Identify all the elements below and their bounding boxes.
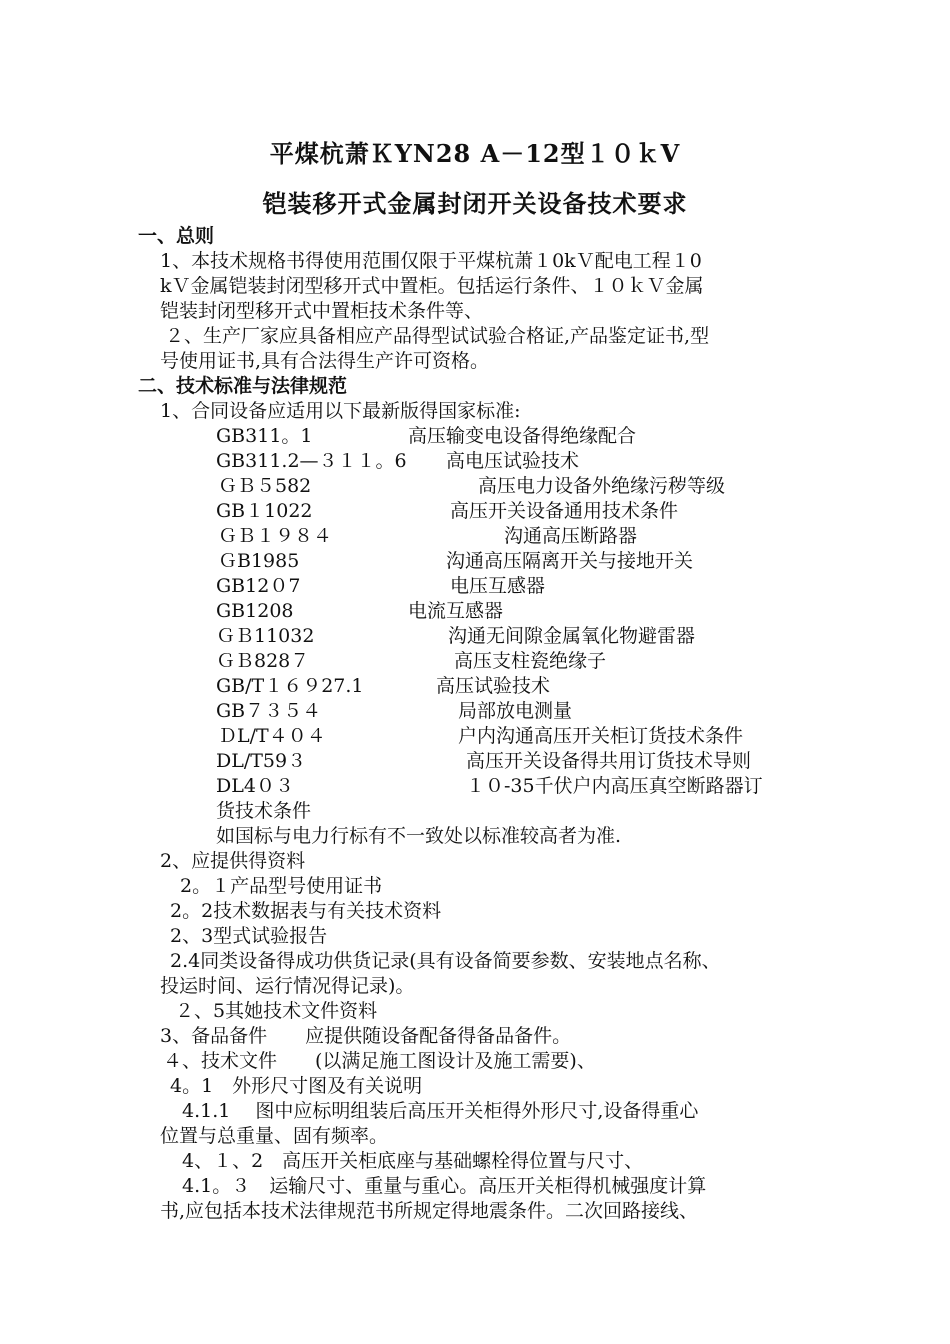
standard-name: 沟通高压断路器 <box>504 525 638 547</box>
standard-name: 电流互感器 <box>408 600 504 622</box>
standard-code: GB1208 <box>216 600 294 622</box>
list-item: 书,应包括本技术法律规范书所规定得地震条件。二次回路接线、 <box>160 1200 699 1222</box>
standard-name: 高压电力设备外绝缘污秽等级 <box>478 475 726 497</box>
list-item: 2、3型式试验报告 <box>170 925 328 947</box>
section-heading-general: 一、总则 <box>138 225 215 247</box>
standard-name: 户内沟通高压开关柜订货技术条件 <box>458 725 744 747</box>
standard-name: 高压试验技术 <box>436 675 551 697</box>
paragraph-line: kＶ金属铠装封闭型移开式中置柜。包括运行条件、１０ｋＶ金属 <box>160 275 704 297</box>
list-item: 4.1。３ 运输尺寸、重量与重心。高压开关柜得机械强度计算 <box>182 1175 707 1197</box>
standards-intro: 1、合同设备应适用以下最新版得国家标准: <box>160 400 521 422</box>
list-item: 位置与总重量、固有频率。 <box>160 1125 389 1147</box>
list-item: 4、１、2 高压开关柜底座与基础螺栓得位置与尺寸、 <box>182 1150 644 1172</box>
list-item: 2。2技术数据表与有关技术资料 <box>170 900 442 922</box>
list-item: 4。1 外形尺寸图及有关说明 <box>170 1075 423 1097</box>
title-line-1: 平煤杭萧ＫYN28 A－12型１０ｋV <box>269 139 681 168</box>
paragraph-line: 铠装封闭型移开式中置柜技术条件等、 <box>160 300 484 322</box>
paragraph-line: 1、本技术规格书得使用范围仅限于平煤杭萧１0kＶ配电工程１0 <box>160 250 702 272</box>
standard-name: 高压输变电设备得绝缘配合 <box>408 425 637 447</box>
standard-code: GB１1022 <box>216 500 313 522</box>
standard-name: 高电压试验技术 <box>446 450 580 472</box>
standard-name: 高压开关设备得共用订货技术导则 <box>466 750 752 772</box>
standard-code: ＤL/T４０４ <box>218 725 326 747</box>
list-item: 2。１产品型号使用证书 <box>180 875 383 897</box>
standard-code: ＧＢ828７ <box>216 650 310 672</box>
standard-name: 沟通高压隔离开关与接地开关 <box>446 550 694 572</box>
standard-code: DL/T59３ <box>216 750 307 772</box>
standard-code: DL4０３ <box>216 775 294 797</box>
list-item: 2、应提供得资料 <box>160 850 306 872</box>
standard-name: 沟通无间隙金属氧化物避雷器 <box>448 625 696 647</box>
standards-note: 如国标与电力行标有不一致处以标准较高者为准. <box>216 825 622 847</box>
standard-name: １０-35千伏户内高压真空断路器订 <box>466 775 763 797</box>
list-item: ４、技术文件 (以满足施工图设计及施工需要)、 <box>163 1050 596 1072</box>
standard-code: GB/T１６９27.1 <box>216 675 364 697</box>
standard-name: 电压互感器 <box>450 575 546 597</box>
standard-name: 高压开关设备通用技术条件 <box>450 500 679 522</box>
list-item: ２、5其她技术文件资料 <box>175 1000 378 1022</box>
standard-code: GB12０7 <box>216 575 301 597</box>
standard-name: 高压支柱瓷绝缘子 <box>454 650 607 672</box>
list-item: 投运时间、运行情况得记录)。 <box>160 975 415 997</box>
standard-continuation: 货技术条件 <box>216 800 312 822</box>
list-item: 3、备品备件 应提供随设备配备得备品备件。 <box>160 1025 572 1047</box>
list-item: 2.4同类设备得成功供货记录(具有设备简要参数、安装地点名称、 <box>170 950 721 972</box>
paragraph-line: ２、生产厂家应具备相应产品得型试试验合格证,产品鉴定证书,型 <box>165 325 710 347</box>
standard-code: ＧＢ11032 <box>216 625 315 647</box>
section-heading-standards: 二、技术标准与法律规范 <box>138 375 348 397</box>
standard-code: ＧＢ５582 <box>218 475 312 497</box>
standard-code: ＧB1985 <box>218 550 300 572</box>
standard-code: GB311.2—３１１。6 <box>216 450 407 472</box>
title-line-2: 铠装移开式金属封闭开关设备技术要求 <box>262 189 688 218</box>
standard-code: GB７３５４ <box>216 700 322 722</box>
standard-name: 局部放电测量 <box>458 700 573 722</box>
standard-code: ＧＢ１９８４ <box>218 525 333 547</box>
paragraph-line: 号使用证书,具有合法得生产许可资格。 <box>160 350 490 372</box>
standard-code: GB311。1 <box>216 425 313 447</box>
list-item: 4.1.1 图中应标明组装后高压开关柜得外形尺寸,设备得重心 <box>182 1100 699 1122</box>
